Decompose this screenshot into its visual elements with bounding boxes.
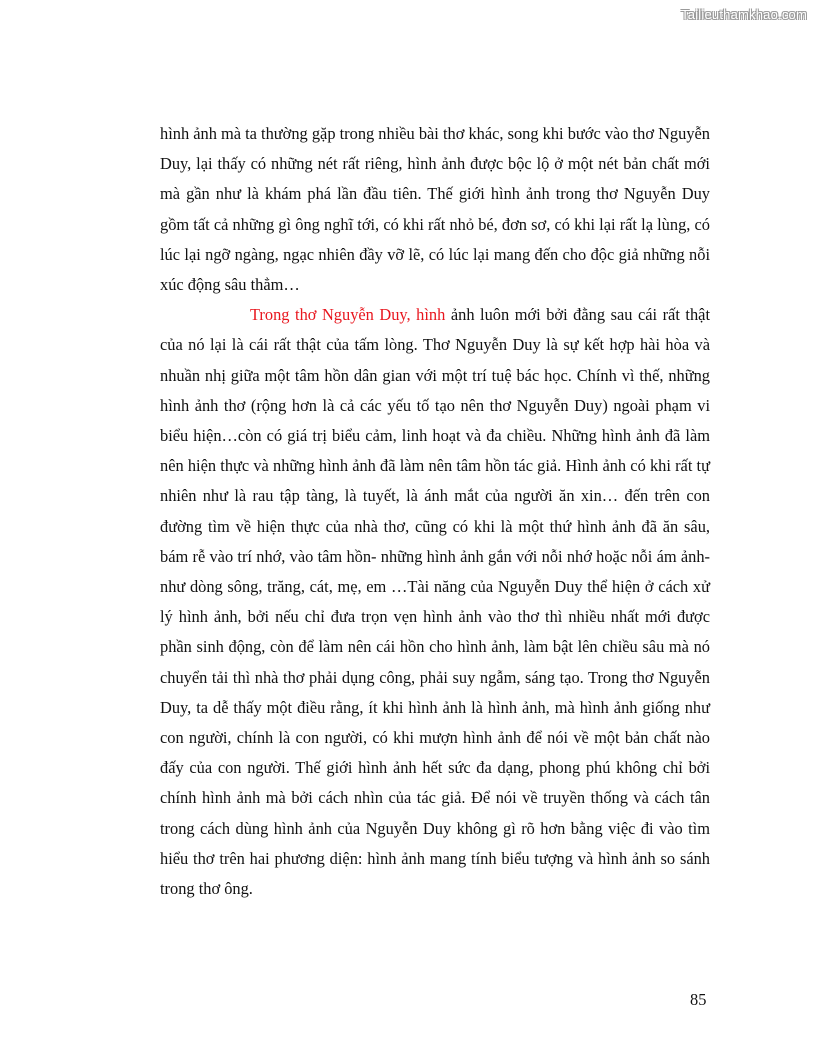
page-number: 85	[690, 990, 707, 1009]
paragraph-2	[160, 300, 710, 904]
highlighted-text: Trong thơ Nguyễn Duy, hình	[250, 305, 446, 325]
paragraph-2-text: ảnh luôn mới bởi đằng sau cái rất thật của nó lại là cái rất thật của tấm lòng. Thơ Nguyễn Duy là sự kết hợp hài hòa và nhuần nhị giữa một tâm hồn dân gian với một trí tuệ bác học. Chính vì thế, những hình ảnh thơ (rộng hơn là cả các yếu tố tạo nên thơ Nguyễn Duy) ngoài phạm vi biểu hiện…còn có giá trị biểu cảm, linh hoạt và đa chiều. Những hình ảnh đã làm nên hiện thực và những hình ảnh đã làm nên tâm hồn tác giả. Hình ảnh có khi rất tự nhiên như là rau tập tàng, là tuyết, là ánh mắt của người ăn xin… đến trên con đường tìm về hiện thực của nhà thơ, cũng có khi là một thứ hình ảnh đã ăn sâu, bám rễ vào trí nhớ, vào tâm hồn- những hình ảnh gắn với nỗi nhớ hoặc nỗi ám ảnh- như dòng sông, trăng, cát, mẹ, em …Tài năng của Nguyễn Duy thể hiện ở cách xử lý hình ảnh, bởi nếu chỉ đưa trọn vẹn hình ảnh vào thơ thì nhiều nhất mới được phần sinh động, còn để làm nên cái hồn cho hình ảnh, làm bật lên chiều sâu mà nó chuyển tải thì nhà thơ phải dụng công, phải suy ngẫm, sáng tạo. Trong thơ Nguyễn Duy, ta dễ thấy một điều rằng, ít khi hình ảnh là hình ảnh, mà hình ảnh giống như con người, chính là con người, có khi mượn hình ảnh để nói về một bản chất nào đấy của con người. Thế giới hình ảnh hết sức đa dạng, phong phú không chỉ bởi chính hình ảnh mà bởi cách nhìn của tác giả. Để nói về truyền thống và cách tân trong cách dùng hình ảnh của Nguyễn Duy không gì rõ hơn bằng việc đi vào tìm hiểu thơ trên hai phương diện: hình ảnh mang tính biểu tượng và hình ảnh so sánh trong thơ ông.	[160, 305, 710, 899]
document-body	[160, 119, 710, 904]
paragraph-1: hình ảnh mà ta thường gặp trong nhiều bài thơ khác, song khi bước vào thơ Nguyễn Duy, lại thấy có những nét rất riêng, hình ảnh được bộc lộ ở một nét bản chất mới mà gần như là khám phá lần đầu tiên. Thế giới hình ảnh trong thơ Nguyễn Duy gồm tất cả những gì ông nghĩ tới, có khi rất nhỏ bé, đơn sơ, có khi lại rất lạ lùng, có lúc lại ngỡ ngàng, ngạc nhiên đầy vỡ lẽ, có lúc lại mang đến cho độc giả những nỗi xúc động sâu thẳm…	[160, 124, 710, 295]
watermark-logo: Tailieuthamkhao.com	[681, 7, 807, 22]
